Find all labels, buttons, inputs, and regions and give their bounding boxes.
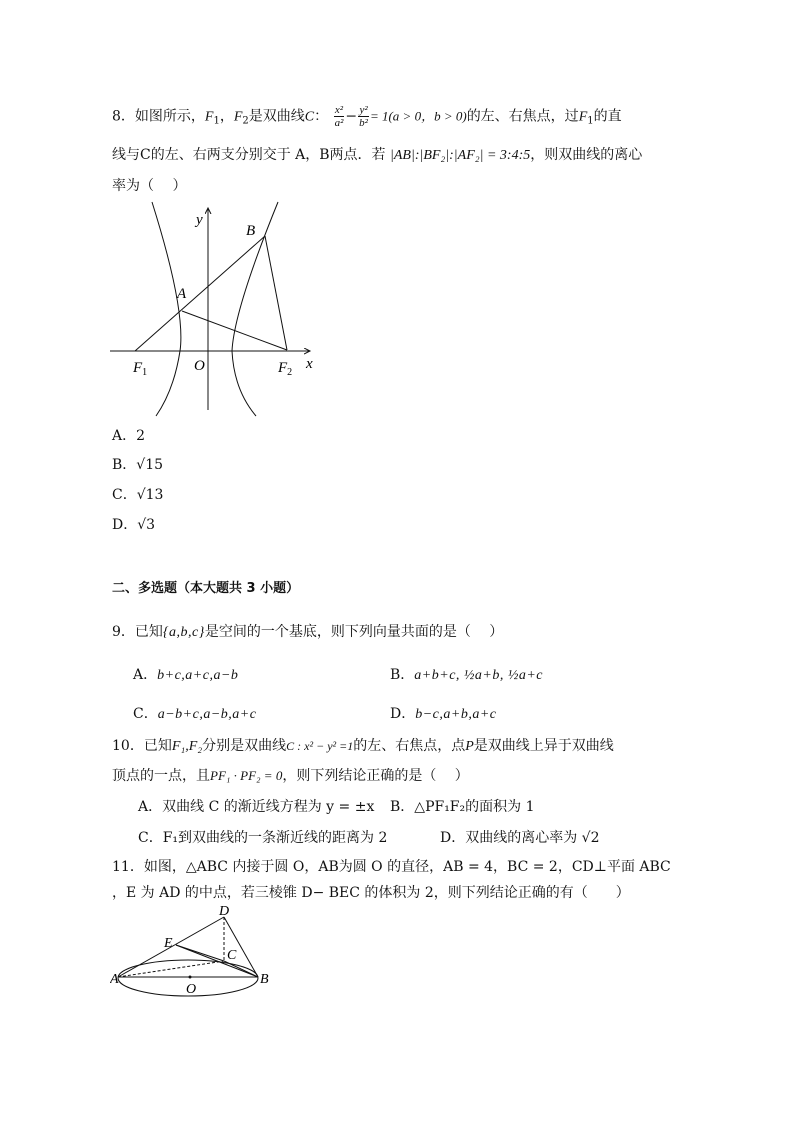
option-label: D． [440,830,466,846]
option-value: 双曲线的离心率为 √2 [465,830,600,846]
option-value: b−c,a+b,a+c [415,707,497,722]
q8-is-hyperbola: 是双曲线 [248,108,305,125]
f2-symbol: F [233,109,243,125]
label-x: x [306,356,313,372]
option-value: √15 [136,457,164,473]
q8-line1-end: 的直 [593,108,622,125]
q10-pre: 10．已知 [112,738,172,754]
q10-end: 是双曲线上异于双曲线 [473,738,614,754]
option-value: √13 [136,487,164,503]
label-d: D [219,905,230,919]
label-f2: $F_2$ [278,360,293,378]
f1-symbol: F [204,109,214,125]
edge-a-c [118,961,224,977]
p-symbol: P [465,739,474,754]
label-c: C [227,948,237,963]
q9-option-c [133,704,256,725]
edge-e-c [176,945,224,961]
label-e: E [164,936,173,951]
option-label: D． [112,517,138,533]
pyramid-figure [110,905,280,1000]
q9-stem [112,622,503,643]
option-label: A． [112,428,137,444]
line-a-f2 [182,311,287,350]
label-y: y [196,212,203,228]
eq-condition: = 1(a > 0，b > 0) [369,108,467,124]
option-value: △PF₁F₂的面积为 1 [414,799,535,815]
q9-stem-pre: 9．已知 [112,624,163,640]
colon: ： [314,108,329,125]
q8-line1 [112,104,622,132]
hyperbola-figure [110,200,330,420]
option-value: a−b+c,a−b,a+c [157,707,257,722]
label-a: A [177,286,187,302]
option-label: A． [138,799,163,815]
q8-line2 [112,145,642,166]
q8-option-a [112,426,145,446]
edge-d-b [224,917,258,977]
q8-line3-text: 率为（ ） [112,178,187,194]
foci: F₁,F₂ [171,739,203,754]
x2: x² [334,104,344,116]
q11-line1: 11．如图，△ABC 内接于圆 O，AB为圆 O 的直径，AB = 4，BC = 2，CD⊥平面 ABC [112,859,671,875]
option-label: C． [133,706,158,722]
f1-symbol-2: F [578,109,588,125]
label-a: A [110,972,119,987]
label-f1: $F_1$ [133,360,148,378]
f1-sub: 1 [213,115,220,127]
x-fraction [334,104,345,129]
q10-line1 [112,736,614,757]
c-symbol: C [304,109,315,125]
basis-set: {a,b,c} [162,625,205,640]
label-o: O [194,358,205,374]
label-b: B [260,972,269,987]
left-branch [152,202,181,416]
option-label: B． [112,457,137,473]
f1-sub-2: 1 [587,115,594,127]
option-label: C． [112,487,137,503]
option-label: C． [138,830,163,846]
option-label: B． [390,799,415,815]
line-f1-b [135,236,265,351]
q8-line3 [112,176,186,196]
q10-option-d [440,828,600,848]
q10-line2 [112,766,469,786]
y2: y² [359,104,368,116]
minus: − [345,108,358,125]
edge-e-b [176,945,258,977]
option-value: √3 [137,517,156,533]
q10-option-b [390,797,535,817]
q10-line2-post: ，则下列结论正确的是（ ） [282,768,469,784]
hyperbola-equation: C : x² − y² =1 [286,739,354,753]
y-fraction [358,104,369,129]
option-value: 双曲线 C 的渐近线方程为 y = ±x [162,799,375,815]
q10-option-a [138,797,374,817]
ratio-expression: |AB|:|BF₂|:|AF₂| = 3:4:5 [390,148,531,163]
option-label: B． [390,667,415,683]
q10-line2-pre: 顶点的一点，且 [112,768,210,784]
q9-option-b [390,665,543,686]
q10-option-c [138,828,387,848]
q8-option-c [112,485,163,505]
q9-option-d [390,704,497,725]
dot-product: PF₁ · PF₂ = 0 [210,768,283,783]
option-label: D． [390,706,416,722]
center-o-dot [189,976,192,979]
option-label: A． [133,667,158,683]
option-value: F₁到双曲线的一条渐近线的距离为 2 [162,830,388,846]
q8-intro: 8．如图所示， [112,108,205,125]
f2-sub: 2 [242,115,249,127]
q10-mid: 分别是双曲线 [202,738,287,754]
q10-post: 的左、右焦点，点 [353,738,466,754]
line-b-f2 [265,236,287,350]
q11-line2: ，E 为 AD 的中点，若三棱锥 D− BEC 的体积为 2，则下列结论正确的有（ ） [112,885,630,901]
a2: a² [334,117,344,129]
q8-line2-post: ，则双曲线的离心 [530,147,643,163]
q8-line2-text: 线与C的左、右两支分别交于 A，B两点．若 [112,147,386,163]
q8-line1-post: 的左、右焦点，过 [466,108,579,125]
q9-option-a [133,665,238,686]
option-value: a+b+c, ½a+b, ½a+c [414,668,544,683]
b2: b² [359,117,368,129]
q8-option-b [112,455,163,475]
q8-option-d [112,515,155,535]
label-b: B [246,223,256,239]
option-value: b+c,a+c,a−b [157,668,239,683]
label-o: O [186,982,197,997]
comma: ， [219,108,234,125]
q9-stem-post: 是空间的一个基底，则下列向量共面的是（ ） [204,624,504,640]
section-title: 二、多选题（本大题共 3 小题） [112,581,300,596]
option-value: 2 [136,428,146,444]
